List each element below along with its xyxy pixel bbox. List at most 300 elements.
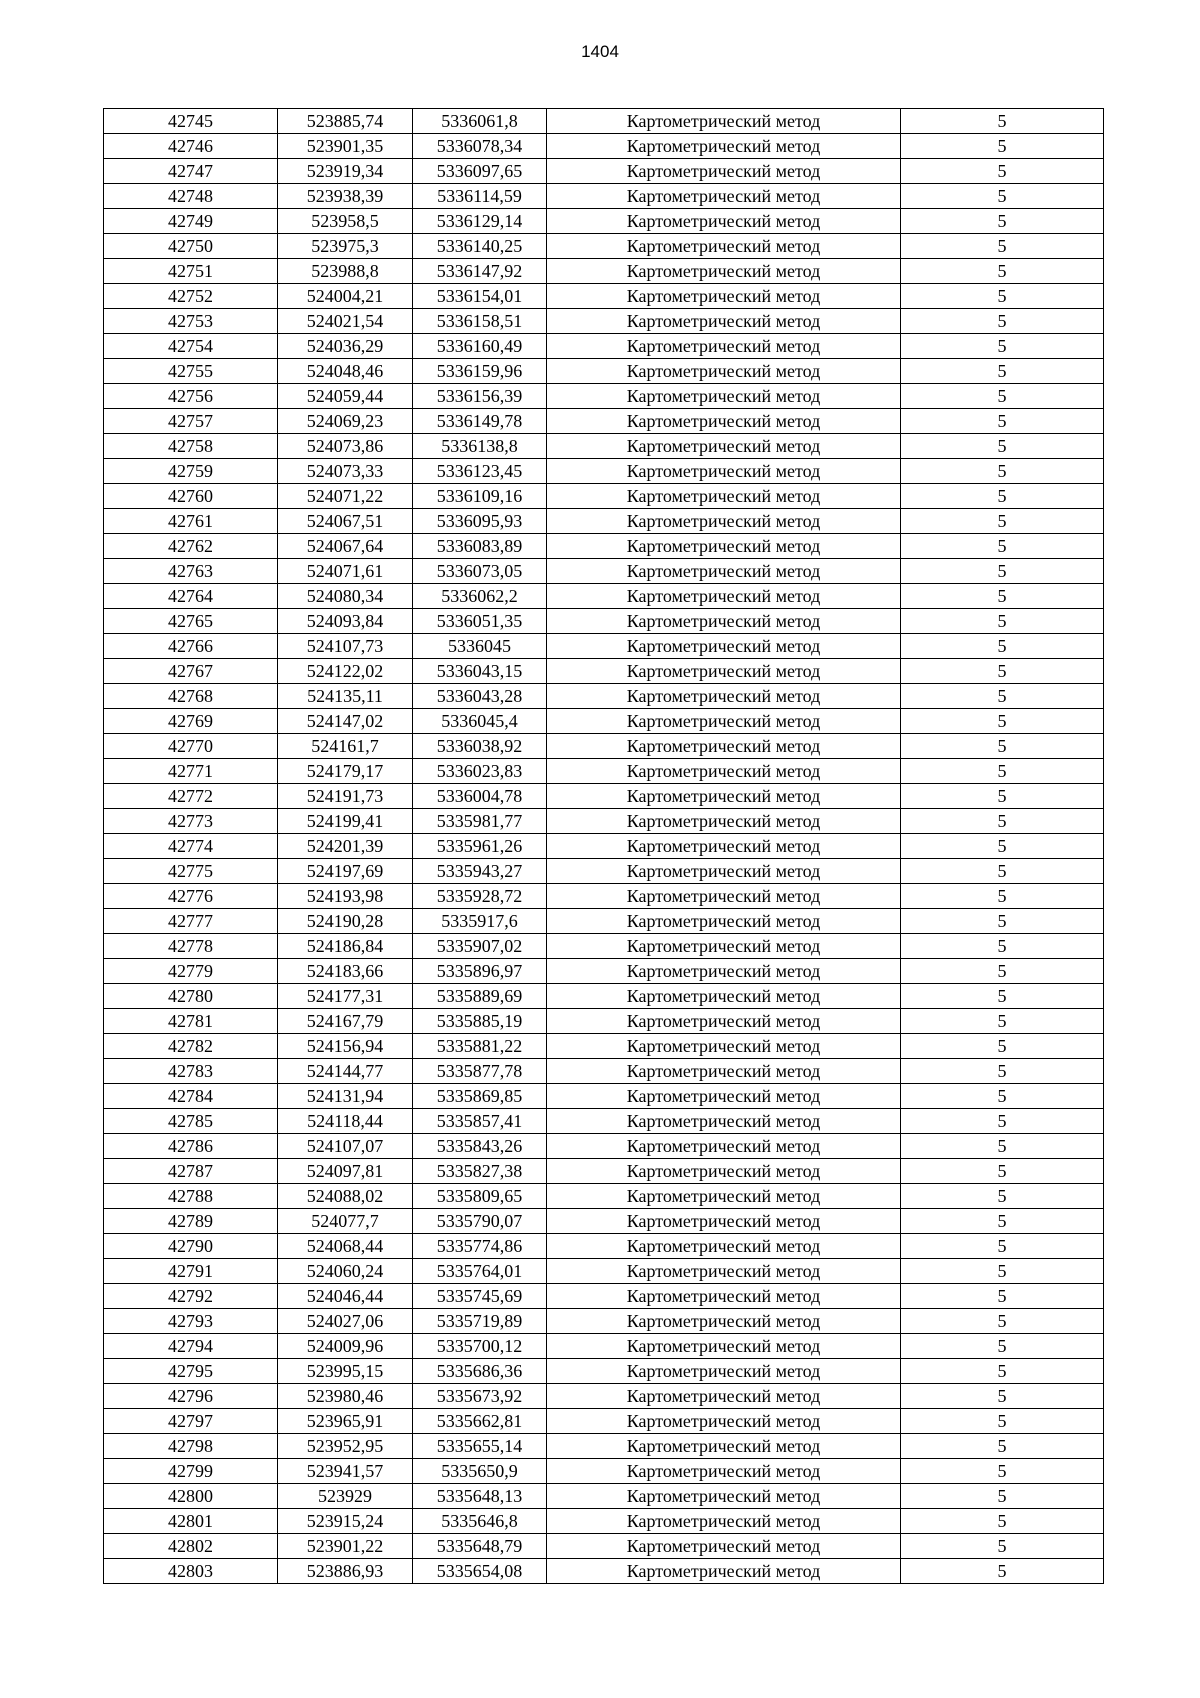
method-cell: Картометрический метод [547,1034,901,1059]
method-cell: Картометрический метод [547,1434,901,1459]
y-coordinate-cell: 5336023,83 [413,759,547,784]
accuracy-cell: 5 [901,784,1104,809]
x-coordinate-cell: 523941,57 [278,1459,413,1484]
table-row [104,1459,1104,1484]
table-row [104,859,1104,884]
page-number: 1404 [581,42,619,61]
y-coordinate-cell: 5336149,78 [413,409,547,434]
point-number-cell: 42782 [104,1034,278,1059]
point-number-cell: 42766 [104,634,278,659]
x-coordinate-cell: 524004,21 [278,284,413,309]
method-cell: Картометрический метод [547,1184,901,1209]
accuracy-cell: 5 [901,309,1104,334]
x-coordinate-cell: 524097,81 [278,1159,413,1184]
y-coordinate-cell: 5336129,14 [413,209,547,234]
y-coordinate-cell: 5336147,92 [413,259,547,284]
method-cell: Картометрический метод [547,1059,901,1084]
x-coordinate-cell: 524201,39 [278,834,413,859]
method-cell: Картометрический метод [547,534,901,559]
table-row [104,159,1104,184]
y-coordinate-cell: 5335654,08 [413,1559,547,1584]
point-number-cell: 42800 [104,1484,278,1509]
y-coordinate-cell: 5335981,77 [413,809,547,834]
point-number-cell: 42791 [104,1259,278,1284]
y-coordinate-cell: 5335764,01 [413,1259,547,1284]
method-cell: Картометрический метод [547,1484,901,1509]
x-coordinate-cell: 524068,44 [278,1234,413,1259]
point-number-cell: 42762 [104,534,278,559]
y-coordinate-cell: 5335774,86 [413,1234,547,1259]
accuracy-cell: 5 [901,134,1104,159]
table-row [104,1484,1104,1509]
accuracy-cell: 5 [901,559,1104,584]
x-coordinate-cell: 524071,22 [278,484,413,509]
point-number-cell: 42787 [104,1159,278,1184]
point-number-cell: 42794 [104,1334,278,1359]
accuracy-cell: 5 [901,1484,1104,1509]
y-coordinate-cell: 5335809,65 [413,1184,547,1209]
table-row [104,334,1104,359]
accuracy-cell: 5 [901,409,1104,434]
x-coordinate-cell: 524199,41 [278,809,413,834]
table-row [104,359,1104,384]
accuracy-cell: 5 [901,1059,1104,1084]
y-coordinate-cell: 5335745,69 [413,1284,547,1309]
point-number-cell: 42785 [104,1109,278,1134]
method-cell: Картометрический метод [547,1159,901,1184]
y-coordinate-cell: 5335655,14 [413,1434,547,1459]
point-number-cell: 42798 [104,1434,278,1459]
x-coordinate-cell: 524183,66 [278,959,413,984]
table-row [104,284,1104,309]
accuracy-cell: 5 [901,584,1104,609]
table-row [104,509,1104,534]
x-coordinate-cell: 523901,22 [278,1534,413,1559]
point-number-cell: 42790 [104,1234,278,1259]
method-cell: Картометрический метод [547,959,901,984]
accuracy-cell: 5 [901,1434,1104,1459]
accuracy-cell: 5 [901,1359,1104,1384]
point-number-cell: 42753 [104,309,278,334]
accuracy-cell: 5 [901,1109,1104,1134]
y-coordinate-cell: 5336097,65 [413,159,547,184]
x-coordinate-cell: 524107,07 [278,1134,413,1159]
point-number-cell: 42759 [104,459,278,484]
method-cell: Картометрический метод [547,609,901,634]
method-cell: Картометрический метод [547,109,901,134]
point-number-cell: 42763 [104,559,278,584]
y-coordinate-cell: 5336038,92 [413,734,547,759]
accuracy-cell: 5 [901,1459,1104,1484]
table-row [104,1534,1104,1559]
table-row [104,1109,1104,1134]
x-coordinate-cell: 524073,33 [278,459,413,484]
point-number-cell: 42748 [104,184,278,209]
accuracy-cell: 5 [901,384,1104,409]
point-number-cell: 42761 [104,509,278,534]
method-cell: Картометрический метод [547,934,901,959]
y-coordinate-cell: 5335907,02 [413,934,547,959]
x-coordinate-cell: 523995,15 [278,1359,413,1384]
accuracy-cell: 5 [901,759,1104,784]
accuracy-cell: 5 [901,1159,1104,1184]
y-coordinate-cell: 5336078,34 [413,134,547,159]
table-row [104,809,1104,834]
method-cell: Картометрический метод [547,1009,901,1034]
accuracy-cell: 5 [901,284,1104,309]
point-number-cell: 42801 [104,1509,278,1534]
table-row [104,659,1104,684]
accuracy-cell: 5 [901,1409,1104,1434]
point-number-cell: 42793 [104,1309,278,1334]
point-number-cell: 42757 [104,409,278,434]
accuracy-cell: 5 [901,984,1104,1009]
accuracy-cell: 5 [901,709,1104,734]
accuracy-cell: 5 [901,184,1104,209]
accuracy-cell: 5 [901,509,1104,534]
accuracy-cell: 5 [901,859,1104,884]
table-row [104,134,1104,159]
y-coordinate-cell: 5336004,78 [413,784,547,809]
x-coordinate-cell: 524107,73 [278,634,413,659]
x-coordinate-cell: 524073,86 [278,434,413,459]
accuracy-cell: 5 [901,1209,1104,1234]
method-cell: Картометрический метод [547,1409,901,1434]
accuracy-cell: 5 [901,209,1104,234]
method-cell: Картометрический метод [547,634,901,659]
y-coordinate-cell: 5335790,07 [413,1209,547,1234]
y-coordinate-cell: 5336061,8 [413,109,547,134]
x-coordinate-cell: 524191,73 [278,784,413,809]
y-coordinate-cell: 5336051,35 [413,609,547,634]
table-row [104,784,1104,809]
accuracy-cell: 5 [901,159,1104,184]
y-coordinate-cell: 5336043,15 [413,659,547,684]
accuracy-cell: 5 [901,234,1104,259]
accuracy-cell: 5 [901,959,1104,984]
method-cell: Картометрический метод [547,984,901,1009]
table-row [104,434,1104,459]
point-number-cell: 42802 [104,1534,278,1559]
point-number-cell: 42745 [104,109,278,134]
accuracy-cell: 5 [901,1534,1104,1559]
method-cell: Картометрический метод [547,759,901,784]
y-coordinate-cell: 5336095,93 [413,509,547,534]
x-coordinate-cell: 524088,02 [278,1184,413,1209]
x-coordinate-cell: 524190,28 [278,909,413,934]
method-cell: Картометрический метод [547,1259,901,1284]
method-cell: Картометрический метод [547,859,901,884]
point-number-cell: 42754 [104,334,278,359]
table-row [104,609,1104,634]
method-cell: Картометрический метод [547,184,901,209]
method-cell: Картометрический метод [547,209,901,234]
x-coordinate-cell: 523901,35 [278,134,413,159]
table-row [104,909,1104,934]
method-cell: Картометрический метод [547,134,901,159]
method-cell: Картометрический метод [547,1284,901,1309]
x-coordinate-cell: 524027,06 [278,1309,413,1334]
point-number-cell: 42751 [104,259,278,284]
y-coordinate-cell: 5335889,69 [413,984,547,1009]
method-cell: Картометрический метод [547,809,901,834]
method-cell: Картометрический метод [547,659,901,684]
y-coordinate-cell: 5335686,36 [413,1359,547,1384]
point-number-cell: 42789 [104,1209,278,1234]
point-number-cell: 42796 [104,1384,278,1409]
table-body [104,109,1104,1584]
accuracy-cell: 5 [901,359,1104,384]
table-row [104,684,1104,709]
accuracy-cell: 5 [901,1284,1104,1309]
table-row [104,1184,1104,1209]
table-row [104,184,1104,209]
table-row [104,234,1104,259]
table-row [104,1009,1104,1034]
point-number-cell: 42749 [104,209,278,234]
table-row [104,559,1104,584]
point-number-cell: 42779 [104,959,278,984]
method-cell: Картометрический метод [547,1109,901,1134]
accuracy-cell: 5 [901,1234,1104,1259]
method-cell: Картометрический метод [547,584,901,609]
x-coordinate-cell: 523886,93 [278,1559,413,1584]
x-coordinate-cell: 524131,94 [278,1084,413,1109]
method-cell: Картометрический метод [547,559,901,584]
y-coordinate-cell: 5336156,39 [413,384,547,409]
table-row [104,1559,1104,1584]
table-row [104,309,1104,334]
table-row [104,1334,1104,1359]
method-cell: Картометрический метод [547,1509,901,1534]
y-coordinate-cell: 5335881,22 [413,1034,547,1059]
method-cell: Картометрический метод [547,1134,901,1159]
x-coordinate-cell: 524156,94 [278,1034,413,1059]
x-coordinate-cell: 524147,02 [278,709,413,734]
x-coordinate-cell: 523919,34 [278,159,413,184]
accuracy-cell: 5 [901,259,1104,284]
accuracy-cell: 5 [901,809,1104,834]
accuracy-cell: 5 [901,1184,1104,1209]
accuracy-cell: 5 [901,109,1104,134]
y-coordinate-cell: 5335896,97 [413,959,547,984]
x-coordinate-cell: 524067,51 [278,509,413,534]
accuracy-cell: 5 [901,834,1104,859]
y-coordinate-cell: 5335869,85 [413,1084,547,1109]
point-number-cell: 42769 [104,709,278,734]
table-row [104,209,1104,234]
accuracy-cell: 5 [901,634,1104,659]
table-row [104,734,1104,759]
table-row [104,984,1104,1009]
point-number-cell: 42777 [104,909,278,934]
accuracy-cell: 5 [901,484,1104,509]
point-number-cell: 42760 [104,484,278,509]
y-coordinate-cell: 5335648,79 [413,1534,547,1559]
x-coordinate-cell: 524122,02 [278,659,413,684]
table-row [104,409,1104,434]
point-number-cell: 42776 [104,884,278,909]
point-number-cell: 42752 [104,284,278,309]
method-cell: Картометрический метод [547,234,901,259]
y-coordinate-cell: 5335700,12 [413,1334,547,1359]
y-coordinate-cell: 5335917,6 [413,909,547,934]
x-coordinate-cell: 524060,24 [278,1259,413,1284]
point-number-cell: 42773 [104,809,278,834]
method-cell: Картометрический метод [547,509,901,534]
y-coordinate-cell: 5336045 [413,634,547,659]
accuracy-cell: 5 [901,1559,1104,1584]
accuracy-cell: 5 [901,934,1104,959]
x-coordinate-cell: 524069,23 [278,409,413,434]
coordinates-table [103,108,1104,1584]
y-coordinate-cell: 5335648,13 [413,1484,547,1509]
point-number-cell: 42768 [104,684,278,709]
table-row [104,534,1104,559]
x-coordinate-cell: 524167,79 [278,1009,413,1034]
accuracy-cell: 5 [901,684,1104,709]
accuracy-cell: 5 [901,1509,1104,1534]
method-cell: Картометрический метод [547,1209,901,1234]
method-cell: Картометрический метод [547,434,901,459]
point-number-cell: 42792 [104,1284,278,1309]
point-number-cell: 42772 [104,784,278,809]
method-cell: Картометрический метод [547,784,901,809]
point-number-cell: 42784 [104,1084,278,1109]
y-coordinate-cell: 5335857,41 [413,1109,547,1134]
x-coordinate-cell: 524046,44 [278,1284,413,1309]
table-row [104,1409,1104,1434]
accuracy-cell: 5 [901,334,1104,359]
x-coordinate-cell: 524009,96 [278,1334,413,1359]
method-cell: Картометрический метод [547,734,901,759]
method-cell: Картометрический метод [547,684,901,709]
y-coordinate-cell: 5335961,26 [413,834,547,859]
x-coordinate-cell: 524080,34 [278,584,413,609]
y-coordinate-cell: 5335928,72 [413,884,547,909]
table-row [104,834,1104,859]
table-row [104,634,1104,659]
accuracy-cell: 5 [901,884,1104,909]
y-coordinate-cell: 5335646,8 [413,1509,547,1534]
table-row [104,1434,1104,1459]
point-number-cell: 42756 [104,384,278,409]
x-coordinate-cell: 523915,24 [278,1509,413,1534]
table-row [104,1384,1104,1409]
table-row [104,384,1104,409]
table-row [104,884,1104,909]
point-number-cell: 42788 [104,1184,278,1209]
point-number-cell: 42795 [104,1359,278,1384]
x-coordinate-cell: 523952,95 [278,1434,413,1459]
accuracy-cell: 5 [901,1334,1104,1359]
method-cell: Картометрический метод [547,1084,901,1109]
point-number-cell: 42781 [104,1009,278,1034]
table-row [104,1059,1104,1084]
accuracy-cell: 5 [901,659,1104,684]
accuracy-cell: 5 [901,459,1104,484]
table-row [104,1509,1104,1534]
y-coordinate-cell: 5335650,9 [413,1459,547,1484]
point-number-cell: 42780 [104,984,278,1009]
method-cell: Картометрический метод [547,284,901,309]
x-coordinate-cell: 524144,77 [278,1059,413,1084]
x-coordinate-cell: 523929 [278,1484,413,1509]
point-number-cell: 42750 [104,234,278,259]
method-cell: Картометрический метод [547,384,901,409]
x-coordinate-cell: 523958,5 [278,209,413,234]
y-coordinate-cell: 5335885,19 [413,1009,547,1034]
x-coordinate-cell: 524135,11 [278,684,413,709]
point-number-cell: 42783 [104,1059,278,1084]
method-cell: Картометрический метод [547,1384,901,1409]
x-coordinate-cell: 524067,64 [278,534,413,559]
x-coordinate-cell: 523975,3 [278,234,413,259]
point-number-cell: 42746 [104,134,278,159]
y-coordinate-cell: 5336138,8 [413,434,547,459]
y-coordinate-cell: 5336159,96 [413,359,547,384]
table-row [104,934,1104,959]
accuracy-cell: 5 [901,1309,1104,1334]
table-row [104,259,1104,284]
point-number-cell: 42774 [104,834,278,859]
method-cell: Картометрический метод [547,1234,901,1259]
method-cell: Картометрический метод [547,1309,901,1334]
x-coordinate-cell: 524036,29 [278,334,413,359]
point-number-cell: 42771 [104,759,278,784]
method-cell: Картометрический метод [547,159,901,184]
table-row [104,1284,1104,1309]
table-row [104,959,1104,984]
point-number-cell: 42764 [104,584,278,609]
table-row [104,1259,1104,1284]
y-coordinate-cell: 5336083,89 [413,534,547,559]
table-row [104,709,1104,734]
method-cell: Картометрический метод [547,1534,901,1559]
method-cell: Картометрический метод [547,334,901,359]
x-coordinate-cell: 523938,39 [278,184,413,209]
accuracy-cell: 5 [901,1034,1104,1059]
y-coordinate-cell: 5336062,2 [413,584,547,609]
x-coordinate-cell: 523965,91 [278,1409,413,1434]
accuracy-cell: 5 [901,609,1104,634]
x-coordinate-cell: 524059,44 [278,384,413,409]
table-row [104,459,1104,484]
accuracy-cell: 5 [901,1384,1104,1409]
y-coordinate-cell: 5336154,01 [413,284,547,309]
method-cell: Картометрический метод [547,909,901,934]
point-number-cell: 42803 [104,1559,278,1584]
y-coordinate-cell: 5336158,51 [413,309,547,334]
method-cell: Картометрический метод [547,1334,901,1359]
method-cell: Картометрический метод [547,834,901,859]
accuracy-cell: 5 [901,734,1104,759]
point-number-cell: 42775 [104,859,278,884]
y-coordinate-cell: 5335877,78 [413,1059,547,1084]
table-row [104,1159,1104,1184]
point-number-cell: 42797 [104,1409,278,1434]
method-cell: Картометрический метод [547,409,901,434]
accuracy-cell: 5 [901,534,1104,559]
table-row [104,1309,1104,1334]
x-coordinate-cell: 523885,74 [278,109,413,134]
x-coordinate-cell: 524048,46 [278,359,413,384]
y-coordinate-cell: 5336109,16 [413,484,547,509]
y-coordinate-cell: 5336043,28 [413,684,547,709]
x-coordinate-cell: 523980,46 [278,1384,413,1409]
x-coordinate-cell: 524179,17 [278,759,413,784]
x-coordinate-cell: 524093,84 [278,609,413,634]
